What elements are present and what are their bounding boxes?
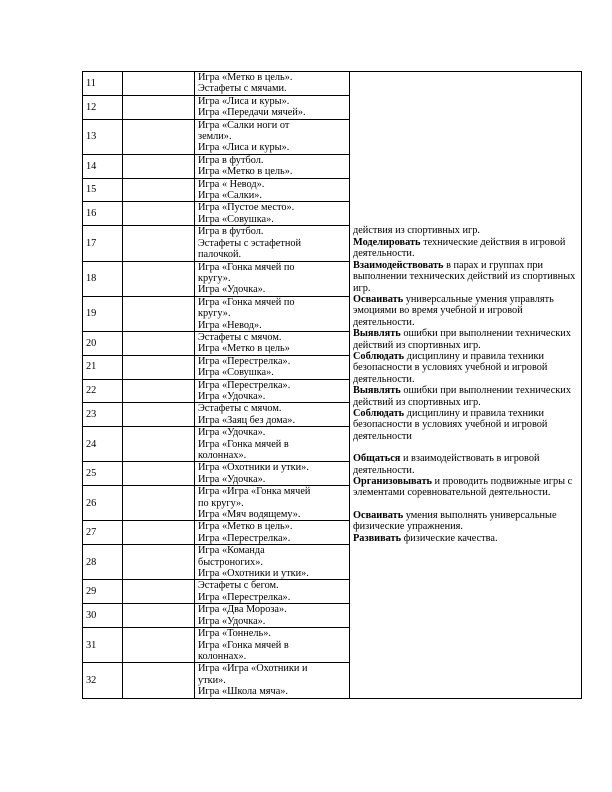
lesson-number: 18 xyxy=(83,261,123,296)
lesson-number: 24 xyxy=(83,427,123,462)
activity-paragraph xyxy=(353,260,578,294)
lesson-date-cell xyxy=(123,154,195,178)
lesson-content-line: Игра «Игра «Охотники и xyxy=(198,663,308,675)
activity-paragraph xyxy=(353,533,578,544)
lesson-number: 17 xyxy=(83,226,123,261)
lesson-content-cell xyxy=(195,580,350,604)
lesson-content-line: Игра «Метко в цель». xyxy=(198,521,293,533)
activity-text: дисциплину и правила техники безопасности в условиях учебной и игровой деятельности. xyxy=(353,350,548,385)
lesson-plan-table xyxy=(82,71,582,699)
lesson-number: 22 xyxy=(83,379,123,403)
lesson-date-cell xyxy=(123,427,195,462)
lesson-date-cell xyxy=(123,72,195,96)
lesson-content-line: Игра «Удочка». xyxy=(198,427,266,439)
lesson-content-line: Игра «Невод». xyxy=(198,319,262,331)
lesson-number: 19 xyxy=(83,296,123,331)
lesson-content-cell xyxy=(195,178,350,202)
lesson-number: 30 xyxy=(83,604,123,628)
lesson-content-cell xyxy=(195,202,350,226)
activity-text: дисциплину и правила техники безопасности в условиях учебной и игровой деятельности xyxy=(353,407,548,442)
lesson-content-line: Игра «Передачи мячей». xyxy=(198,107,306,119)
lesson-content-line: Игра «Охотники и утки». xyxy=(198,462,309,474)
activity-text: технические действия в игровой деятельности. xyxy=(353,236,566,260)
lesson-content-line: кругу». xyxy=(198,272,231,284)
lesson-number: 13 xyxy=(83,119,123,154)
lesson-date-cell xyxy=(123,663,195,698)
lesson-content-line: Игра «Перестрелка». xyxy=(198,532,291,544)
lesson-content-cell xyxy=(195,72,350,96)
lesson-content-line: Эстафеты с бегом. xyxy=(198,580,279,592)
activity-verb: Организовывать xyxy=(353,476,432,488)
lesson-number: 11 xyxy=(83,72,123,96)
lesson-number: 23 xyxy=(83,403,123,427)
lesson-content-line: Игра «Гонка мячей в xyxy=(198,438,289,450)
lesson-content-cell xyxy=(195,427,350,462)
lesson-content-line: быстроногих». xyxy=(198,556,263,568)
lesson-content-cell xyxy=(195,261,350,296)
lesson-date-cell xyxy=(123,95,195,119)
activity-paragraph xyxy=(353,351,578,385)
lesson-content-line: Игра «Перестрелка». xyxy=(198,591,291,603)
lesson-content-line: Игра «Гонка мячей по xyxy=(198,296,295,308)
lesson-date-cell xyxy=(123,261,195,296)
activity-verb: Развивать xyxy=(353,532,402,544)
lesson-content-cell xyxy=(195,545,350,580)
lesson-content-cell xyxy=(195,521,350,545)
lesson-content-cell xyxy=(195,296,350,331)
lesson-content-line: Игра «Гонка мячей в xyxy=(198,639,289,651)
activity-paragraph xyxy=(353,476,578,499)
lesson-content-line: Эстафеты с мячом. xyxy=(198,331,282,343)
lesson-date-cell xyxy=(123,296,195,331)
activity-verb: Осваивать xyxy=(353,509,404,521)
lesson-content-cell xyxy=(195,226,350,261)
lesson-content-line: кругу». xyxy=(198,308,231,320)
lesson-content-line: Игра «Метко в цель». xyxy=(198,72,293,83)
lesson-content-line: Игра «Метко в цель». xyxy=(198,166,293,178)
student-activities-cell xyxy=(350,72,582,699)
activity-text: ошибки при выполнении технических действий из спортивных игр. xyxy=(353,328,571,351)
lesson-number: 21 xyxy=(83,355,123,379)
lesson-content-line: Игра «Салки». xyxy=(198,190,263,202)
lesson-number: 14 xyxy=(83,154,123,178)
lesson-content-cell xyxy=(195,403,350,427)
lesson-date-cell xyxy=(123,604,195,628)
lesson-content-line: Игра «Перестрелка». xyxy=(198,355,291,367)
lesson-date-cell xyxy=(123,486,195,521)
lesson-date-cell xyxy=(123,379,195,403)
activity-verb: Выявлять xyxy=(353,385,401,397)
activity-paragraph xyxy=(353,294,578,328)
lesson-content-line: Игра «Команда xyxy=(198,545,265,557)
lesson-content-line: палочкой. xyxy=(198,249,242,261)
lesson-content-line: Игра «Игра «Гонка мячей xyxy=(198,486,311,498)
lesson-date-cell xyxy=(123,628,195,663)
lesson-plan-body xyxy=(83,72,582,699)
lesson-content-line: Игра «Мяч водящему». xyxy=(198,509,301,521)
lesson-content-line: Игра «Школа мяча». xyxy=(198,686,288,698)
lesson-number: 26 xyxy=(83,486,123,521)
lesson-content-cell xyxy=(195,355,350,379)
lesson-content-line: Игра в футбол. xyxy=(198,154,264,166)
lesson-date-cell xyxy=(123,119,195,154)
lesson-number: 12 xyxy=(83,95,123,119)
lesson-content-line: Эстафеты с мячами. xyxy=(198,83,287,95)
lesson-content-cell xyxy=(195,331,350,355)
activity-verb: Выявлять xyxy=(353,328,401,340)
lesson-number: 31 xyxy=(83,628,123,663)
lesson-date-cell xyxy=(123,462,195,486)
activity-paragraph xyxy=(353,328,578,351)
activity-verb: Моделировать xyxy=(353,236,421,248)
lesson-date-cell xyxy=(123,355,195,379)
activity-verb: Взаимодействовать xyxy=(353,259,444,271)
lesson-date-cell xyxy=(123,521,195,545)
lesson-content-line: Игра «Два Мороза». xyxy=(198,604,287,616)
lesson-content-line: Игра «Лиса и куры». xyxy=(198,142,290,154)
activity-paragraph xyxy=(353,237,578,260)
activity-text: действия из спортивных игр. xyxy=(353,225,480,237)
lesson-content-cell xyxy=(195,119,350,154)
lesson-date-cell xyxy=(123,178,195,202)
lesson-content-line: Игра «Совушка». xyxy=(198,367,274,379)
lesson-content-cell xyxy=(195,486,350,521)
lesson-content-line: Игра в футбол. xyxy=(198,226,264,238)
lesson-number: 27 xyxy=(83,521,123,545)
lesson-number: 16 xyxy=(83,202,123,226)
lesson-content-cell xyxy=(195,462,350,486)
lesson-date-cell xyxy=(123,545,195,580)
lesson-content-line: Эстафеты с мячом. xyxy=(198,403,282,415)
lesson-content-line: Игра «Удочка». xyxy=(198,390,266,402)
lesson-content-line: колоннах». xyxy=(198,450,247,461)
lesson-content-cell xyxy=(195,379,350,403)
lesson-content-line: утки». xyxy=(198,674,226,686)
activity-text: физические качества. xyxy=(401,532,498,544)
lesson-content-line: Игра «Лиса и куры». xyxy=(198,95,290,107)
lesson-number: 15 xyxy=(83,178,123,202)
lesson-date-cell xyxy=(123,226,195,261)
activity-paragraph xyxy=(353,385,578,408)
lesson-number: 28 xyxy=(83,545,123,580)
activity-verb: Общаться xyxy=(353,453,401,465)
lesson-content-line: Игра «Салки ноги от xyxy=(198,119,290,131)
lesson-content-cell xyxy=(195,154,350,178)
lesson-content-line: Игра «Тоннель». xyxy=(198,628,271,640)
activity-text: универсальные умения управлять эмоциями во время учебной и игровой деятельности. xyxy=(353,293,554,328)
lesson-content-line: Игра «Удочка». xyxy=(198,473,266,485)
activity-text: ошибки при выполнении технических действий из спортивных игр. xyxy=(353,385,571,408)
activity-text: умения выполнять универсальные физические упражнения. xyxy=(353,509,557,533)
lesson-number: 20 xyxy=(83,331,123,355)
lesson-content-line: Игра «Совушка». xyxy=(198,213,274,225)
lesson-content-line: Эстафеты с эстафетной xyxy=(198,237,302,249)
lesson-date-cell xyxy=(123,403,195,427)
lesson-content-line: Игра « Невод». xyxy=(198,178,265,190)
activity-text: в парах и группах при выполнении технических действий из спортивных игр. xyxy=(353,259,576,294)
activity-verb: Соблюдать xyxy=(353,407,405,419)
lesson-content-line: Игра «Пустое место». xyxy=(198,202,295,214)
lesson-content-line: Игра «Удочка». xyxy=(198,615,266,627)
activity-text: и взаимодействовать в игровой деятельности. xyxy=(353,453,540,476)
table-row xyxy=(83,72,582,96)
lesson-content-cell xyxy=(195,628,350,663)
lesson-content-cell xyxy=(195,604,350,628)
lesson-number: 29 xyxy=(83,580,123,604)
activity-text: и проводить подвижные игры с элементами соревновательной деятельности. xyxy=(353,476,573,499)
lesson-number: 25 xyxy=(83,462,123,486)
lesson-content-line: Игра «Охотники и утки». xyxy=(198,568,309,580)
activity-paragraph xyxy=(353,453,578,476)
lesson-date-cell xyxy=(123,580,195,604)
lesson-content-line: Игра «Гонка мячей по xyxy=(198,261,295,273)
lesson-content-line: Игра «Перестрелка». xyxy=(198,379,291,391)
lesson-number: 32 xyxy=(83,663,123,698)
lesson-content-line: земли». xyxy=(198,131,232,143)
activity-verb: Осваивать xyxy=(353,293,404,305)
lesson-content-line: Игра «Удочка». xyxy=(198,284,266,296)
activity-paragraph xyxy=(353,510,578,533)
lesson-content-line: Игра «Метко в цель» xyxy=(198,343,290,355)
lesson-date-cell xyxy=(123,202,195,226)
activity-paragraph xyxy=(353,225,578,236)
lesson-content-line: Игра «Заяц без дома». xyxy=(198,414,296,426)
activity-verb: Соблюдать xyxy=(353,350,405,362)
lesson-content-cell xyxy=(195,663,350,698)
lesson-content-cell xyxy=(195,95,350,119)
activity-paragraph xyxy=(353,408,578,442)
lesson-content-line: колоннах». xyxy=(198,650,247,662)
lesson-date-cell xyxy=(123,331,195,355)
lesson-content-line: по кругу». xyxy=(198,497,244,509)
